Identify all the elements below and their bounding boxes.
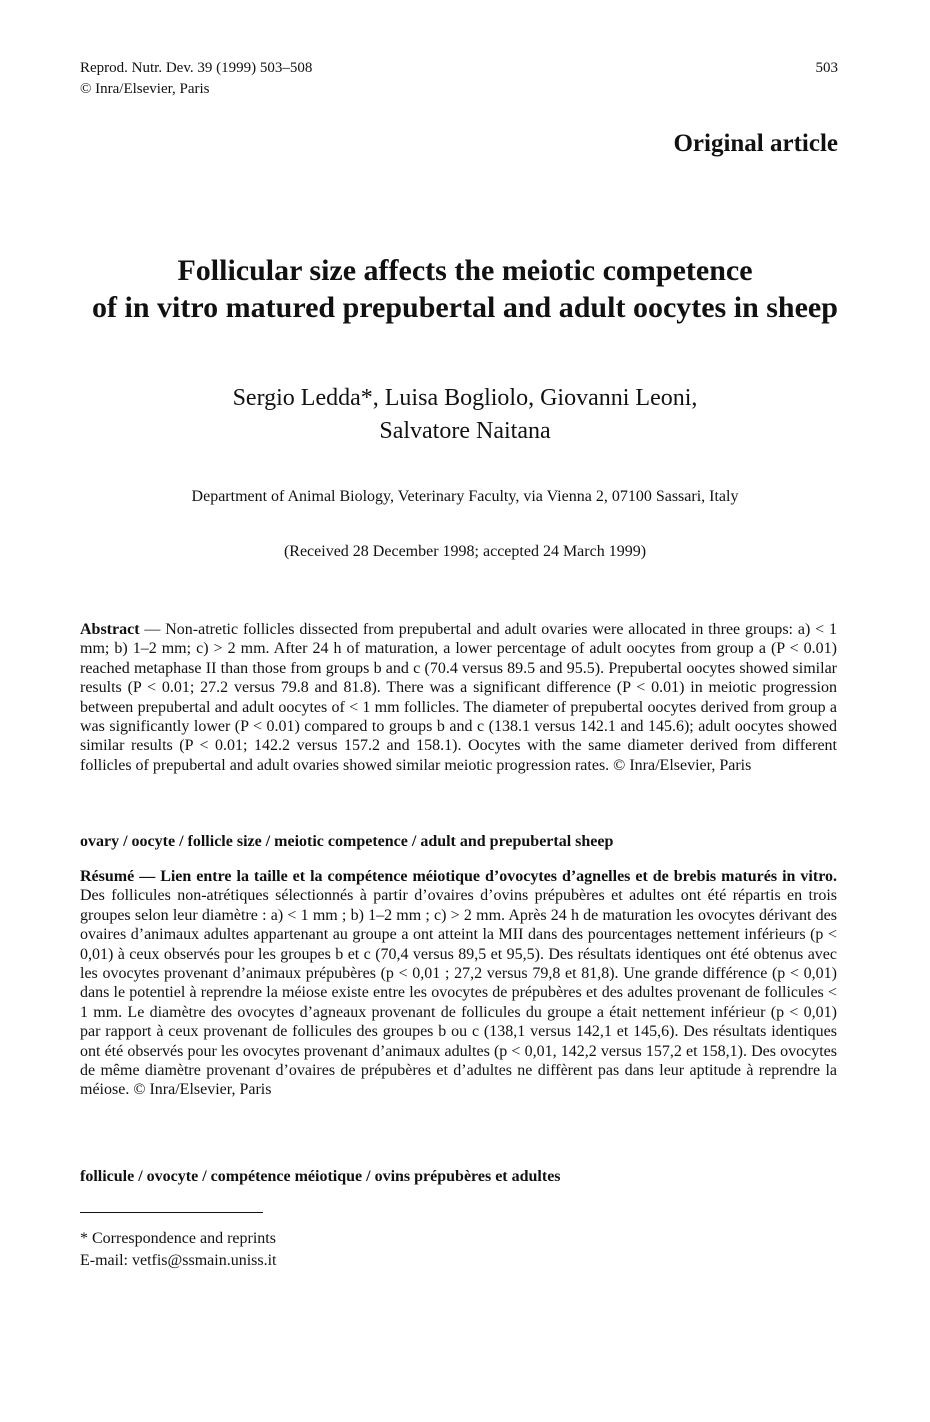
footnote-correspondence: * Correspondence and reprints: [80, 1230, 276, 1247]
title-line-1: Follicular size affects the meiotic competence: [177, 254, 753, 287]
title-line-2: of in vitro matured prepubertal and adult oocytes in sheep: [92, 291, 838, 324]
abstract-paragraph: [80, 620, 837, 775]
abstract-label: Abstract: [80, 621, 140, 638]
keywords-french: follicule / ovocyte / compétence méiotique / ovins prépubères et adultes: [80, 1168, 561, 1185]
journal-citation: [80, 58, 312, 100]
footnote-divider: [80, 1212, 263, 1213]
received-dates: (Received 28 December 1998; accepted 24 March 1999): [283, 543, 647, 560]
resume-label: Résumé: [80, 868, 135, 885]
journal-line: Reprod. Nutr. Dev. 39 (1999) 503–508: [80, 60, 313, 76]
article-type: Original article: [673, 130, 838, 157]
affiliation: Department of Animal Biology, Veterinary Faculty, via Vienna 2, 07100 Sassari, Italy: [191, 488, 739, 505]
resume-paragraph: [80, 867, 837, 1100]
abstract-text: Non-atretic follicles dissected from prepubertal and adult ovaries were allocated in three groups: a) < 1 mm; b) 1–2 mm; c) > 2 mm. After 24 h of maturation, a lower percentage of adult oocytes from group a (P < 0.01) reached metaphase II than those from groups b and c (70.4 versus 89.5 and 95.5). Prepubertal oocytes showed similar results (P < 0.01; 27.2 versus 79.8 and 81.8). There was a significant difference (P < 0.01) in meiotic progression between prepubertal and adult oocytes of < 1 mm follicles. The diameter of prepubertal oocytes derived from group a was significantly lower (P < 0.01) compared to groups b and c (138.1 versus 142.1 and 145.6); adult oocytes showed similar results (P < 0.01; 142.2 versus 157.2 and 158.1). Oocytes with the same diameter derived from different follicles of prepubertal and adult ovaries showed similar meiotic progression rates. © Inra/Elsevier, Paris: [80, 621, 837, 774]
authors-line-1: Sergio Ledda*, Luisa Bogliolo, Giovanni Leoni,: [232, 385, 698, 411]
abstract-dash: —: [139, 621, 166, 638]
resume-text: Des follicules non-atrétiques sélectionnés à partir d’ovaires d’ovins prépubères et adultes ont été répartis en trois groupes selon leur diamètre : a) < 1 mm ; b) 1–2 mm ; c) > 2 mm. Après 24 h de maturation les ovocytes dérivant des ovaires d’animaux adultes appartenant au groupe a ont atteint la MII dans des pourcentages nettement inférieurs (p < 0,01) à ceux observés pour les groupes b et c (70,4 versus 89,5 et 95,5). Des résultats identiques ont été obtenus avec les ovocytes provenant d’animaux prépubères (p < 0,01 ; 27,2 versus 79,8 et 81,8). Une grande différence (p < 0,01) dans le potentiel à reprendre la méiose existe entre les ovocytes de prépubères et des adultes provenant de follicules < 1 mm. Le diamètre des ovocytes d’agneaux provenant de follicules du groupe a était nettement inférieur (p < 0,01) par rapport à ceux provenant de follicules des groupes b ou c (138,1 versus 142,1 et 145,6). Des résultats identiques ont été observés pour les ovocytes provenant d’animaux adultes (p < 0,01, 142,2 versus 157,2 et 158,1). Des ovocytes de même diamètre provenant d’ovaires de prépubères et d’adultes ne diffèrent pas dans leur aptitude à reprendre la méiose. © Inra/Elsevier, Paris: [80, 887, 837, 1099]
article-title: [60, 252, 870, 326]
author-list: [160, 382, 770, 448]
copyright-line: © Inra/Elsevier, Paris: [80, 81, 210, 97]
footnote-email: E-mail: vetfis@ssmain.uniss.it: [80, 1252, 277, 1269]
authors-line-2: Salvatore Naitana: [379, 418, 551, 444]
resume-title: Lien entre la taille et la compétence méiotique d’ovocytes d’agnelles et de brebis maturés in vitro.: [160, 868, 838, 885]
resume-dash: —: [134, 868, 161, 885]
keywords-english: ovary / oocyte / follicle size / meiotic competence / adult and prepubertal sheep: [80, 833, 614, 850]
page-number: 503: [815, 60, 838, 76]
